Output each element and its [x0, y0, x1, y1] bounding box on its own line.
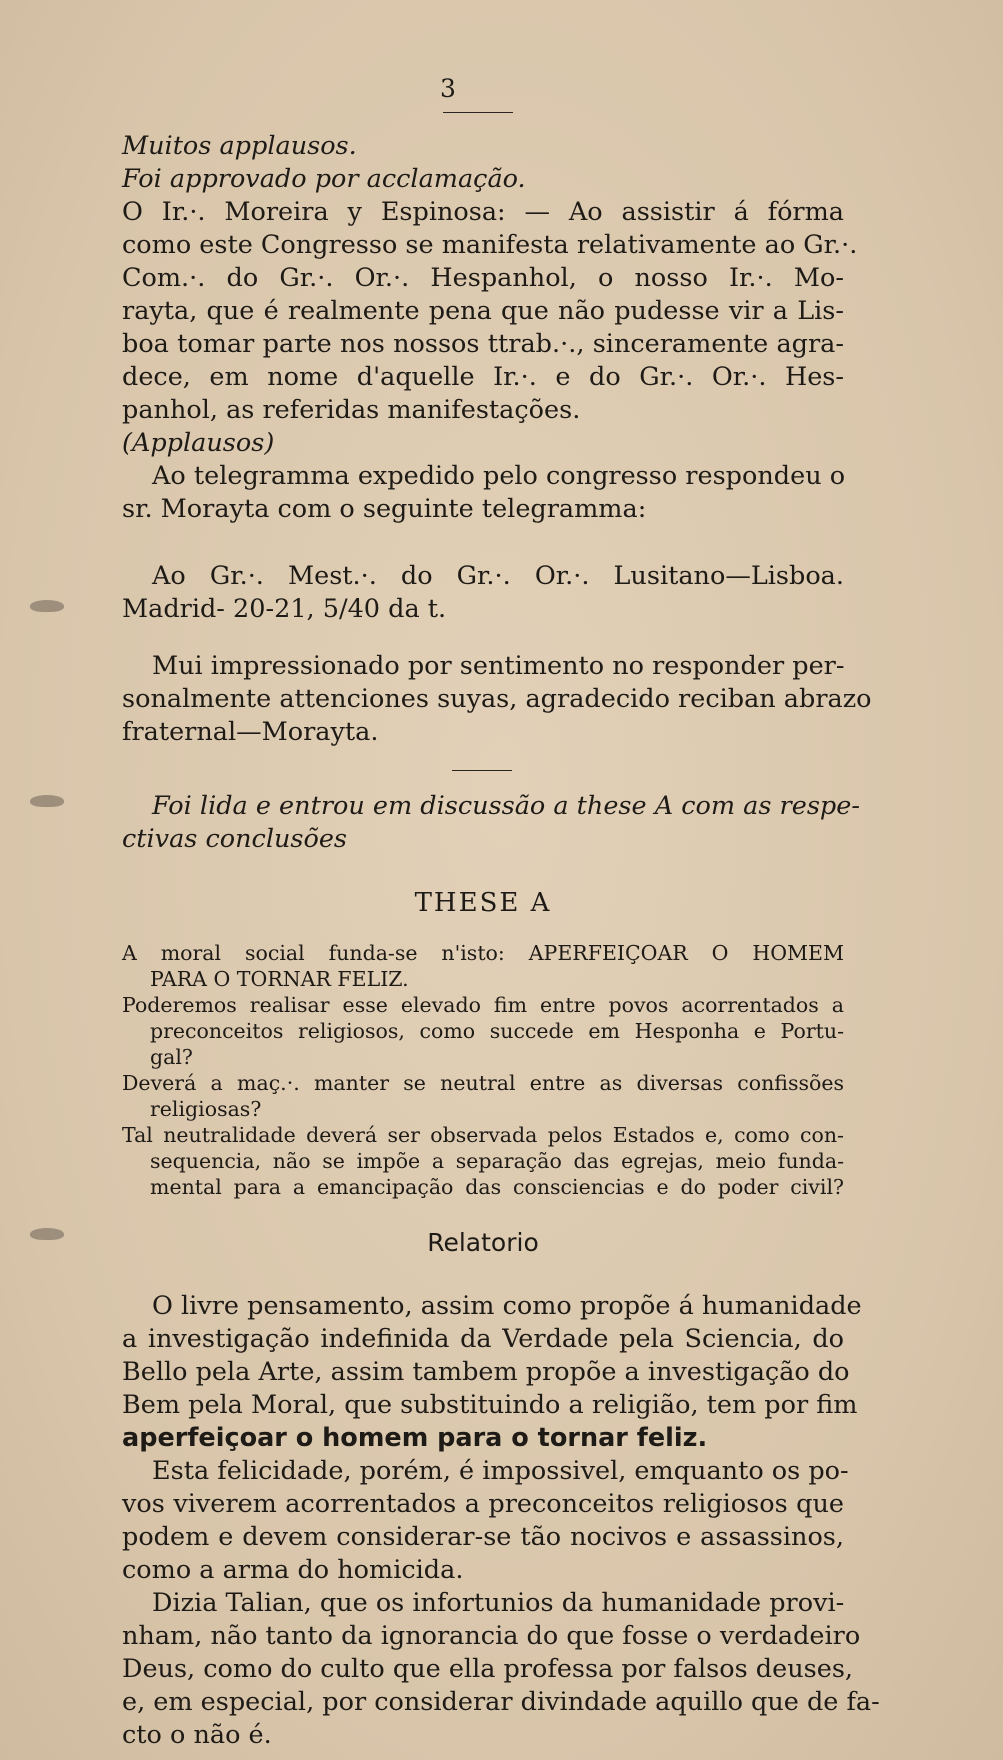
- text-line: sr. Morayta com o seguinte telegramma:: [122, 494, 647, 524]
- binding-mark: [30, 795, 64, 807]
- text-line: (Applausos): [122, 428, 275, 458]
- telegram-line: Mui impressionado por sentimento no responder per-: [152, 651, 845, 681]
- binding-mark: [30, 600, 64, 612]
- relatorio-line: Bem pela Moral, que substituindo a religião, tem por fim: [122, 1390, 858, 1420]
- telegram-address: Ao Gr.·. Mest.·. do Gr.·. Or.·. Lusitano—Lisboa.: [152, 561, 844, 591]
- telegram-line: fraternal—Morayta.: [122, 717, 379, 747]
- these-line: Poderemos realisar esse elevado fim entre povos acorrentados a: [122, 993, 844, 1017]
- relatorio-line: como a arma do homicida.: [122, 1555, 464, 1585]
- these-line: PARA O TORNAR FELIZ.: [150, 967, 409, 991]
- these-line: sequencia, não se impõe a separação das egrejas, meio funda-: [150, 1149, 844, 1173]
- section-separator: [452, 770, 512, 771]
- text-line: Ao telegramma expedido pelo congresso respondeu o: [152, 461, 846, 491]
- relatorio-line: Bello pela Arte, assim tambem propõe a investigação do: [122, 1357, 850, 1387]
- telegram-origin: Madrid- 20-21, 5/40 da t.: [122, 594, 447, 624]
- text-line: Muitos applausos.: [122, 131, 357, 161]
- discussion-note-line: Foi lida e entrou em discussão a these A com as respe-: [152, 791, 860, 821]
- relatorio-line: Esta felicidade, porém, é impossivel, emquanto os po-: [152, 1456, 849, 1486]
- binding-mark: [30, 1228, 64, 1240]
- relatorio-line: nham, não tanto da ignorancia do que fosse o verdadeiro: [122, 1621, 861, 1651]
- relatorio-line: vos viverem acorrentados a preconceitos religiosos que: [122, 1489, 844, 1519]
- these-title: THESE A: [414, 888, 552, 918]
- text-line: dece, em nome d'aquelle Ir.·. e do Gr.·. Or.·. Hes-: [122, 362, 844, 392]
- relatorio-line: Dizia Talian, que os infortunios da humanidade provi-: [152, 1588, 845, 1618]
- these-line: gal?: [150, 1045, 193, 1069]
- text-line: como este Congresso se manifesta relativamente ao Gr.·.: [122, 230, 858, 260]
- relatorio-line: e, em especial, por considerar divindade aquillo que de fa-: [122, 1687, 880, 1717]
- these-line: religiosas?: [150, 1097, 262, 1121]
- page-number: 3: [440, 74, 456, 103]
- telegram-line: sonalmente attenciones suyas, agradecido reciban abrazo: [122, 684, 872, 714]
- text-line: panhol, as referidas manifestações.: [122, 395, 581, 425]
- text-line: O Ir.·. Moreira y Espinosa: — Ao assistir á fórma: [122, 197, 844, 227]
- relatorio-line: cto o não é.: [122, 1720, 272, 1750]
- text-line: boa tomar parte nos nossos ttrab.·., sinceramente agra-: [122, 329, 844, 359]
- text-line: Foi approvado por acclamação.: [122, 164, 526, 194]
- discussion-note-line: ctivas conclusões: [122, 824, 348, 854]
- relatorio-line: aperfeiçoar o homem para o tornar feliz.: [122, 1423, 708, 1453]
- relatorio-line: podem e devem considerar-se tão nocivos e assassinos,: [122, 1522, 844, 1552]
- these-line: mental para a emancipação das consciencias e do poder civil?: [150, 1175, 844, 1199]
- these-line: Tal neutralidade deverá ser observada pelos Estados e, como con-: [122, 1123, 844, 1147]
- these-line: preconceitos religiosos, como succede em Hesponha e Portu-: [150, 1019, 844, 1043]
- text-line: rayta, que é realmente pena que não pudesse vir a Lis-: [122, 296, 844, 326]
- page-number-rule: [443, 112, 513, 113]
- relatorio-title: Relatorio: [427, 1228, 539, 1257]
- relatorio-line: Deus, como do culto que ella professa por falsos deuses,: [122, 1654, 854, 1684]
- these-line: Deverá a maç.·. manter se neutral entre as diversas confissões: [122, 1071, 844, 1095]
- text-line: Com.·. do Gr.·. Or.·. Hespanhol, o nosso Ir.·. Mo-: [122, 263, 844, 293]
- relatorio-line: a investigação indefinida da Verdade pela Sciencia, do: [122, 1324, 844, 1354]
- these-line: A moral social funda-se n'isto: APERFEIÇOAR O HOMEM: [122, 941, 844, 965]
- relatorio-line: O livre pensamento, assim como propõe á humanidade: [152, 1291, 862, 1321]
